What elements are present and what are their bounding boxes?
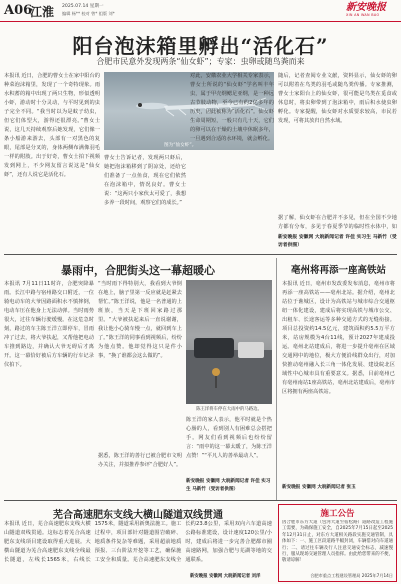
main-body-col1: 本报讯 近日，合肥的曹女士在家中阳台的种菜泡沫箱里，发现了一个奇特现象。雨水积蓄的箱中出现了两只生物，形似透明小虾，游动时十分灵动，与平时见到的虫子完全不同。“我当时以为是蚊子幼虫，但它们体型大，游得还很漂亮。”曹女士说，这几天持续观察后她发现，它们像一条小船游来游去，头部有一对黑色的复眼，尾部是分叉的，身体两侧布满像羽毛一样的附肢。出于好奇，曹女士拍下视频发到网上，不少网友留言说这是“仙女虾”，还有人说它是活化石。: [4, 73, 100, 178]
logo-subtitle: XIN AN WAN BAO: [346, 13, 380, 17]
story2-byline: 新安晚报 安徽网 大皖新闻记者 许佳 实习生 马新竹（受访者供图）: [186, 479, 271, 492]
issue-date: 2025.07.14 星期一: [62, 4, 104, 9]
story2-body-col3: 陈王洋的家人表示，他平时就是个热心肠的人，看到别人有困难总会搭把手。网友们看到视频后也纷纷留言：“雨中的这一幕太暖了，为陈王洋点赞！”“平凡人的善举最动人”。: [186, 417, 272, 459]
section-divider: [4, 254, 397, 255]
story4-byline: 新安晚报 安徽网 大皖新闻记者 刘洋: [190, 574, 261, 579]
story4-body: 本报讯 近日，芜合高速肥东支线大横山隧道双线贯通。这标志着芜合高速肥东支线项目建设取得重大进展。大横山隧道为芜合高速肥东支线全线最长隧道，左线长1565米，右线长1575米，隧道采用新奥法施工。施工过程中，项目部针对隧道围岩破碎、地质条件复杂等难题，采用超前地质预报、三台阶法开挖等工艺，确保施工安全和质量。芜合高速肥东支线全长约23.8公里，采用双向六车道高速公路标准建设，设计速度120公里/小时，建成后将进一步完善合肥都市圈高速路网，加强合肥与芜湖等地的交通联系。: [4, 521, 272, 563]
main-body-col5: 据了解，仙女虾在合肥并不多见，但在全国不少地方都有分布，多见于春夏季节的临时性水体中，如: [278, 215, 397, 230]
newspaper-logo: [346, 2, 398, 20]
story3-byline: 新安晚报 安徽网 大皖新闻记者 张玉: [282, 485, 356, 490]
page-header: [0, 0, 401, 22]
page-number: A06: [4, 3, 33, 18]
main-body-col3: 对此，安徽农业大学相关专家表示，曹女士所说的“仙女虾”学名叫丰年虫，属于甲壳纲鳃足亚纲，是一种远古节肢动物，至今已有约2亿多年的历史，因此被称为“活化石”。仙女虾生命周期短，一般只有几十天，它们的卵可以在干燥的土壤中休眠多年，一旦遇到合适的水环境，就会孵化。: [190, 73, 274, 142]
header-rule: [0, 21, 401, 22]
story2-headline: 暴雨中，合肥街头这一幕超暖心: [61, 264, 215, 277]
main-body-col4: 随后，记者查阅专业文献，资料显示，仙女虾的卵可以附着在鸟类的羽毛或随鸟粪传播。专家推测，曹女士家阳台上的仙女虾，很可能是鸟类在觅食或休息时，将虫卵带到了泡沫箱中，雨后积水使虫卵孵化。专家提醒，仙女虾对水质要求较高，市民若发现，可将其放归自然水域。: [278, 73, 397, 124]
logo-text: 新安晚报: [346, 2, 386, 13]
photo-caption: 图为“仙女虾”。: [164, 143, 197, 148]
main-byline: 新安晚报 安徽网 大皖新闻记者 许佳 实习生 马新竹（受访者供图）: [278, 235, 397, 248]
story3-body: 本报讯 近日，亳州市发改委发布消息，亳州市将再添一座高铁站——亳州北站。据介绍，亳州北站位于谯城区，设计为高铁站与城市综合交通枢纽一体化建设，建成后将实现高铁与城市公交、出租车、长途客运等多种交通方式的无缝衔接。项目总投资约14.5亿元，建筑面积约5.5万平方米，站房规模为4台11线，预计2027年建成投运。亳州北站建成后，将进一步提升亳州在区域交通网中的地位，极大方便沿线群众出行，对加快推动亳州融入长三角一体化发展、建设皖北区域性中心城市具有重要意义。据悉，目前亳州已有亳州南站1座高铁站，亳州北站建成后，亳州市区将拥有两座高铁站。: [282, 281, 395, 395]
story2-body-col2: “当时雨下得特别大，我看到大爷倒在地上，脑子里第一反应就是赶紧去帮忙。”陈王洋说，他是一名普通的上班族，当天是下班回家路过那里。“大爷被扶起来后一直说谢谢，我让他小心骑车慢一点，就回到车上了。”陈王洋的同事看到视频后，纷纷为他点赞。他却觉得这只是件小事，“换了谁都会这么做的”。: [98, 281, 182, 359]
notice-headline: 施工公告: [320, 509, 355, 519]
story2-body-col4: 据悉，陈王洋的善行已被合肥市文明办关注，并拟推荐参评“合肥好人”。: [98, 453, 182, 468]
notice-signature: 合肥市重点工程建设管理局 2025年7月14日: [310, 573, 393, 578]
section-divider-2: [4, 500, 397, 501]
story2-body-col1: 本报讯 7月11日11时许，合肥突降暴雨。长江中路与宿州路交口附近，一位骑电动车的大爷因路面积水不慎摔倒，电动车压在他身上无法动弹。当时雨势很大，过往车辆行驶缓慢。在这危急时刻，路过的车主陈王洋立即停车，冒雨冲了过去，将大爷扶起，又帮他把电动车推到路边，并确认大爷无碍后才离开。这一幕恰好被后方车辆的行车记录仪拍下。: [4, 281, 94, 368]
rescue-scene: [186, 280, 272, 404]
notice-body: 因合肥市东方大道（包河大道至宿松路）道路改造工程施工需要，为确保施工安全，自2025年7月15日起至2025年12月31日止，对东方大道相关路段实施交通管制，具体如下：一、施工区段道路半幅封闭，车辆借对向车道通行；二、请过往车辆及行人注意交通安全标志，减速慢行，服从现场交通管理人员指挥。由此给您带来的不便，敬请谅解！: [282, 520, 393, 564]
editor-line: 编辑 杨** 校对 曾* 组版 刘*: [62, 11, 115, 16]
story2-photo-caption: 陈王洋将车停在大雨中的马路边。: [196, 407, 262, 412]
story4-headline: 芜合高速肥东支线大横山隧道双线贯通: [53, 510, 223, 521]
main-body-col2: 曹女士告诉记者，发现两只虾后，她把泡沫箱移到了阴凉处，还给它们准备了一点鱼食，现在它们依然在泡沫箱中，情况良好。曹女士说：“这两只小家伙太可爱了，我想多养一段时间，观察它们的成长。”: [104, 155, 186, 206]
story3-headline: 亳州将再添一座高铁站: [290, 265, 386, 276]
notice-box: [278, 504, 397, 582]
main-headline: 阳台泡沫箱里孵出“活化石”: [72, 34, 329, 58]
rescue-photo: [186, 280, 272, 404]
main-subheadline: 合肥市民意外发现两条“仙女虾”；专家：虫卵或随鸟粪而来: [96, 57, 305, 66]
section-name: 江淮: [30, 5, 55, 19]
